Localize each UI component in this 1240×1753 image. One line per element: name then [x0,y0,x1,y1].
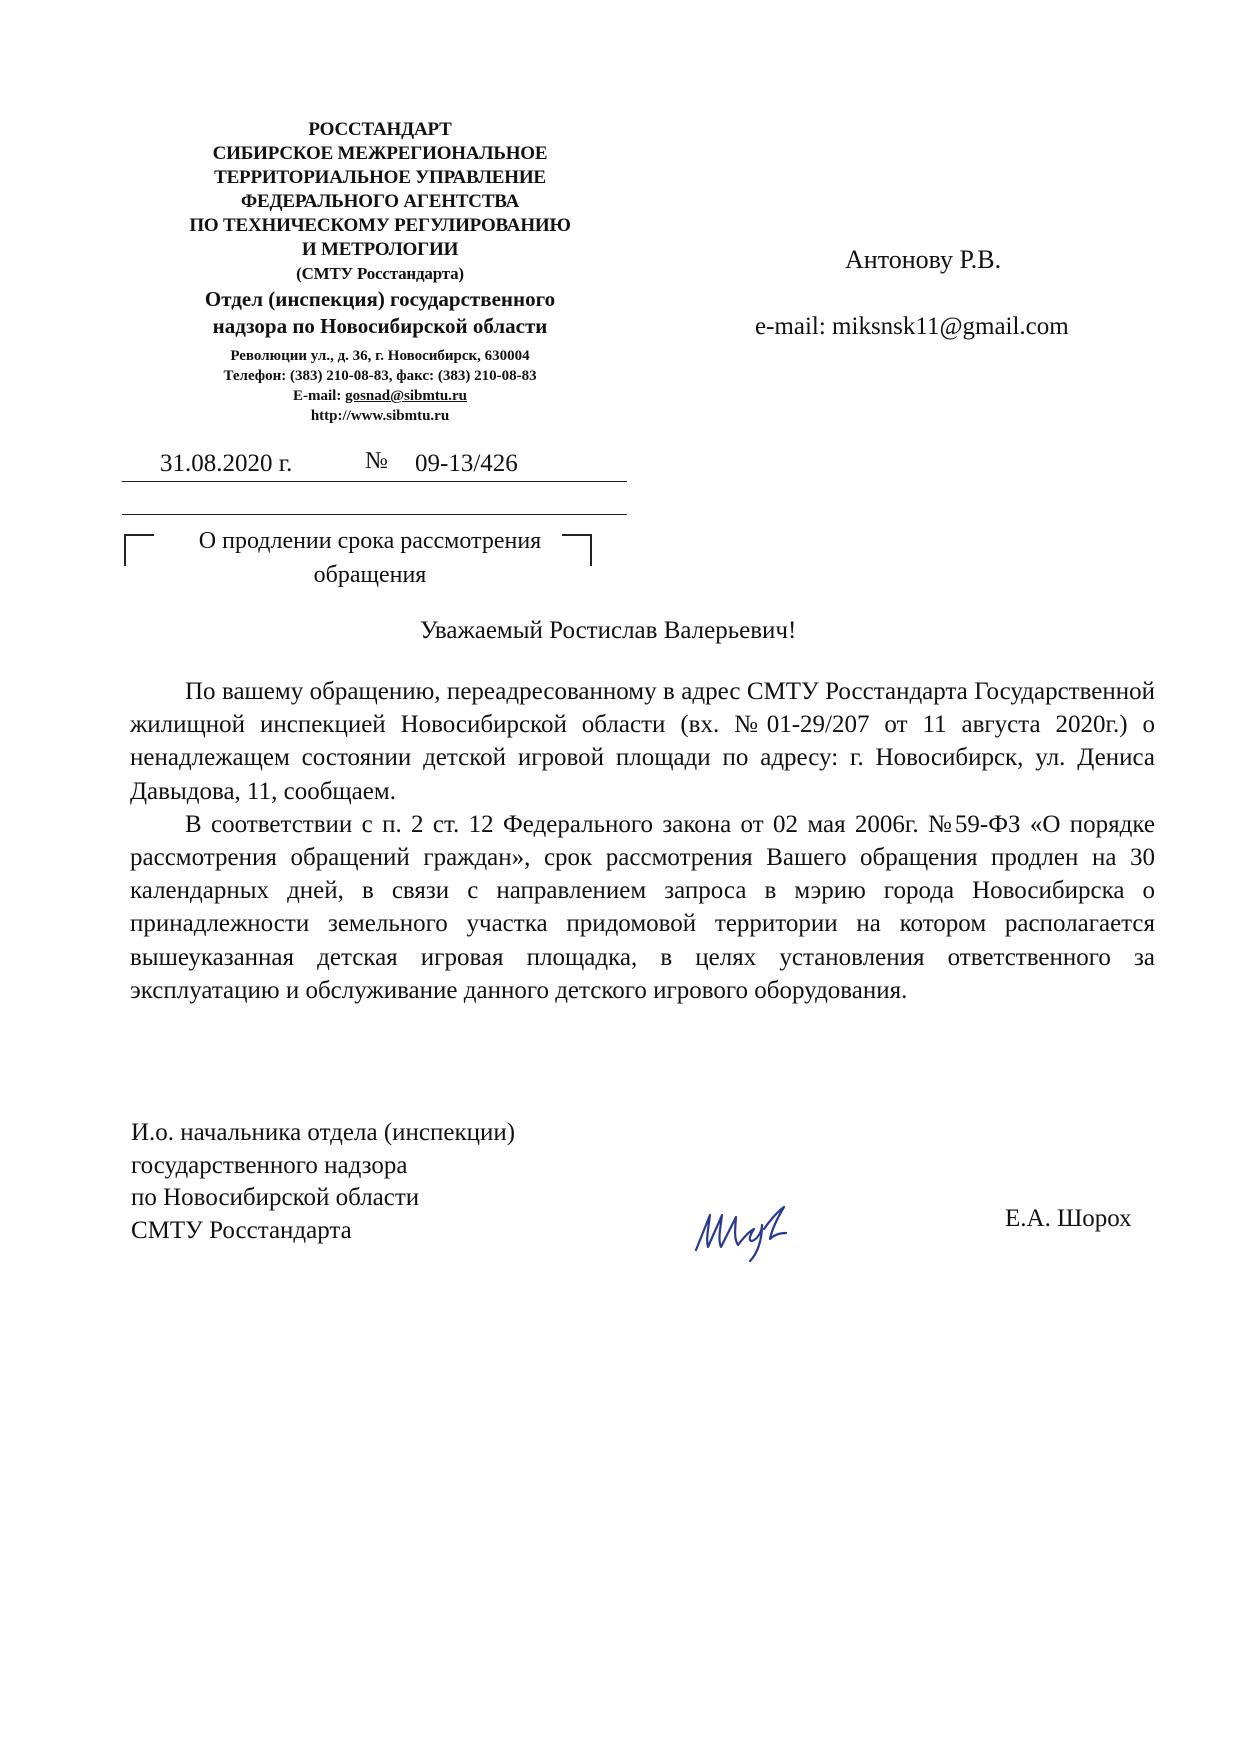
signatory-line: по Новосибирской области [131,1184,420,1211]
dept-line: надзора по Новосибирской области [212,314,548,338]
subject-line: обращения [313,562,427,588]
org-short: (СМТУ Росстандарта) [296,264,464,283]
bracket-corner-right-v [590,534,592,566]
org-line: И МЕТРОЛОГИИ [301,239,459,260]
signatory-line: СМТУ Росстандарта [131,1216,352,1244]
dept-line: Отдел (инспекция) государственного [204,287,556,311]
signatory-title [131,1117,515,1247]
org-line: СИБИРСКОЕ МЕЖРЕГИОНАЛЬНОЕ [212,143,548,164]
letter-subject [150,524,590,592]
date-underline [122,481,627,482]
letter-body [130,675,1155,1007]
org-line: ПО ТЕХНИЧЕСКОМУ РЕГУЛИРОВАНИЮ [189,215,571,236]
salutation: Уважаемый Ростислав Валерьевич! [420,617,797,644]
recipient-name: Антонову Р.В. [845,245,1002,274]
body-paragraph: В соответствии с п. 2 ст. 12 Федерального закона от 02 мая 2006г. №59-ФЗ «О порядке рассмотрения обращений граждан», срок рассмотрения Вашего обращения продлен на 30 календарных дней, в связи с направлением запроса в мэрию города Новосибирска о принадлежности земельного участка придомовой территории на котором располагается вышеуказанная детская игровая площадка, в целях установления ответственного за эксплуатацию и обслуживание данного детского игрового оборудования. [130,810,1155,1004]
bracket-corner-left-v [124,534,126,566]
org-email-link[interactable]: gosnad@sibmtu.ru [345,388,467,404]
letterhead [140,118,620,426]
letter-number: 09-13/426 [415,450,518,477]
handwritten-signature-icon [688,1195,798,1265]
signatory-line: государственного надзора [131,1151,408,1179]
recipient-email: e-mail: miksnsk11@gmail.com [755,313,1069,340]
org-address: Революции ул., д. 36, г. Новосибирск, 630004 [230,348,530,364]
subject-line: О продлении срока рассмотрения [198,528,542,554]
signer-name: Е.А. Шорох [1005,1205,1132,1232]
org-email-label: E-mail: [293,388,346,404]
org-line: ТЕРРИТОРИАЛЬНОЕ УПРАВЛЕНИЕ [214,167,546,188]
org-line: ФЕДЕРАЛЬНОГО АГЕНТСТВА [240,191,520,212]
letter-number-label: № [365,448,388,474]
agency-name: РОССТАНДАРТ [308,119,452,140]
org-website[interactable]: http://www.sibmtu.ru [310,408,450,424]
divider-line [122,514,627,515]
signatory-line: И.о. начальника отдела (инспекции) [131,1119,516,1146]
org-phone: Телефон: (383) 210-08-83, факс: (383) 210-08-83 [223,368,537,384]
body-paragraph: По вашему обращению, переадресованному в адрес СМТУ Росстандарта Государственной жилищной инспекцией Новосибирской области (вх. №01-29/207 от 11 августа 2020г.) о ненадлежащем состоянии детской игровой площади по адресу: г. Новосибирск, ул. Дениса Давыдова, 11, сообщаем. [130,678,1155,805]
letter-date: 31.08.2020 г. [160,450,293,477]
org-email-row [140,386,620,406]
